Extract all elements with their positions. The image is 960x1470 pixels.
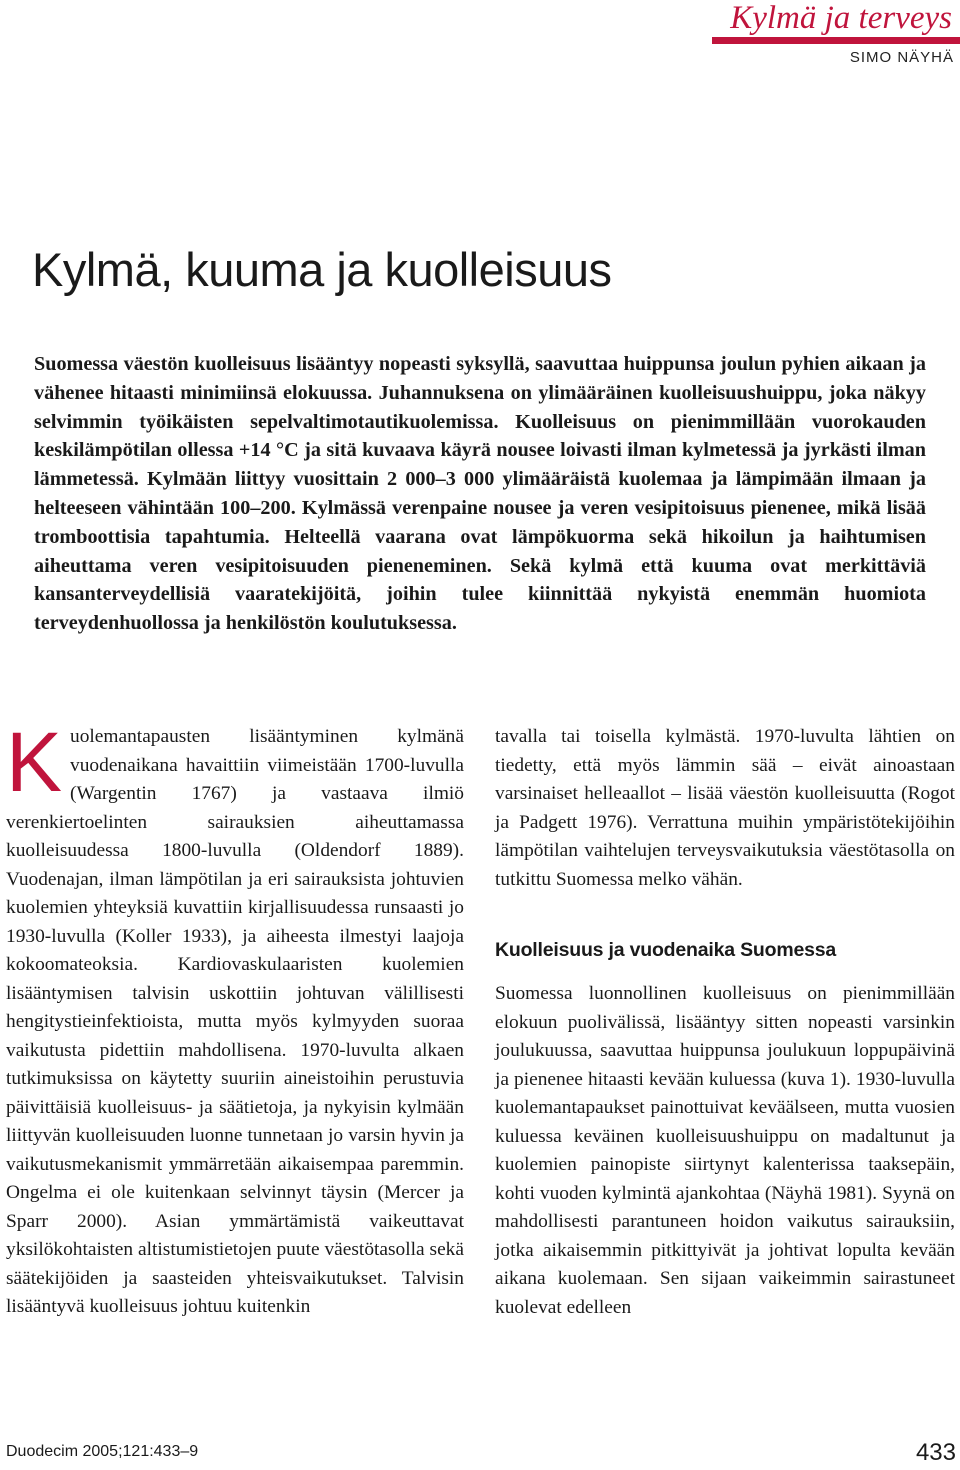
left-column-text: uolemantapausten lisääntyminen kylmänä vuodenaikana havaittiin viimeistään 1700-luvulla (Wargentin 1767) ja vastaava ilmiö verenkiertoelinten sairauksien aiheuttamassa kuolleisuudessa 1800-luvulla (Oldendorf 1889). Vuodenajan, ilman lämpötilan ja eri sairauksista johtuvien kuolemien yhteyksiä kuvattiin kirjallisuudessa runsaasti jo 1930-luvulla (Koller 1933), ja aiheesta ilmestyi laajoja kokoomateoksia. Kardiovaskulaaristen kuolemien lisääntymisen talvisin uskottiin johtuvan välillisesti hengitystieinfektioista, mutta myös kylmyyden suoraa vaikutusta pidettiin mahdollisena. 1970-luvulta alkaen tutkimuksissa on käytetty suuriin aineistoihin perustuvia päivittäisiä kuolleisuus- ja säätietoja, ja nykyisin kylmään liittyvän kuolleisuuden luonne tunnetaan jo varsin hyvin ja vaikutusmekanismit ymmärretään aikaisempaa paremmin. Ongelma ei ole kuitenkaan selvinnyt täysin (Mercer ja Sparr 2000). Asian ymmärtämistä vaikeuttavat yksilökohtaisten altistumistietojen puute väestötasolla sekä säätekijöiden ja saasteiden yhteisvaikutukset. Talvisin lisääntyvä kuolleisuus johtuu kuitenkin: [6, 726, 464, 1317]
right-column-paragraph-2: Suomessa luonnollinen kuolleisuus on pienimmillään elokuun puolivälissä, lisääntyy sitten nopeasti varsinkin joulukuussa, saavuttaa huippunsa joulukuun loppupäivinä ja pienenee hitaasti kevään kuluessa (kuva 1). 1930-luvulla kuolemantapaukset painottuivat keväälseen, mutta vuosien kuluessa keväinen kuolleisuushuippu on madaltunut ja kuolemien painopiste siirtynyt kalenterissa taaksepäin, kohti vuoden kylmintä ajankohtaa (Näyhä 1981). Syynä on mahdollisesti parantuneen hoidon vaikutus sairauksiin, jotka aikaisemmin pitkittyivät ja johtivat lopulta kevään aikana kuolemaan. Sen sijaan vaikeimmin sairastuneet kuolevat edelleen: [495, 983, 955, 1318]
section-rule: [712, 37, 960, 44]
right-column: [495, 723, 955, 1322]
section-subheading: Kuolleisuus ja vuodenaika Suomessa: [495, 939, 837, 961]
drop-cap: K: [6, 715, 63, 809]
article-title: Kylmä, kuuma ja kuolleisuus: [32, 243, 612, 296]
page-number: 433: [915, 1439, 956, 1466]
author-name: SIMO NÄYHÄ: [849, 49, 954, 66]
section-title: Kylmä ja terveys: [730, 0, 952, 36]
left-column: [6, 715, 464, 1322]
left-column-paragraph: [6, 715, 464, 1322]
abstract: Suomessa väestön kuolleisuus lisääntyy nopeasti syksyllä, saavuttaa huippunsa joulun pyhien aikaan ja vähenee hitaasti minimiinsä elokuussa. Juhannuksena on ylimääräinen kuolleisuushuippu, joka näkyy selvimmin työikäisten sepelvaltimotautikuolemissa. Kuolleisuus on pienimmillään vuorokauden keskilämpötilan ollessa +14 °C ja sitä kuvaava käyrä nousee loivasti ilman kylmetessä ja jyrkästi ilman lämmetessä. Kylmään liittyy vuosittain 2 000–3 000 ylimääräistä kuolemaa ja lämpimään ilmaan ja helteeseen vähintään 100–200. Kylmässä verenpaine nousee ja veren vesipitoisuus pienenee, mikä lisää tromboottisia tapahtumia. Helteellä vaarana ovat lämpökuorma sekä hikoilun ja haihtumisen aiheuttama veren vesipitoisuuden pieneneminen. Sekä kylmä että kuuma ovat merkittäviä kansanterveydellisiä vaaratekijöitä, joihin tulee kiinnittää nykyistä enemmän huomiota terveydenhuollossa ja henkilöstön koulutuksessa.: [34, 353, 926, 635]
right-column-paragraph-1: tavalla tai toisella kylmästä. 1970-luvulta lähtien on tiedetty, että myös lämmin sää – eivät ainoastaan varsinaiset helleaallot – lisää väestön kuolleisuutta (Rogot ja Padgett 1976). Verrattuna muihin ympäristötekijöihin lämpötilan vaihtelujen terveysvaikutuksia väestötasolla on tutkittu Suomessa melko vähän.: [495, 726, 955, 890]
footer-citation: Duodecim 2005;121:433–9: [6, 1443, 199, 1460]
